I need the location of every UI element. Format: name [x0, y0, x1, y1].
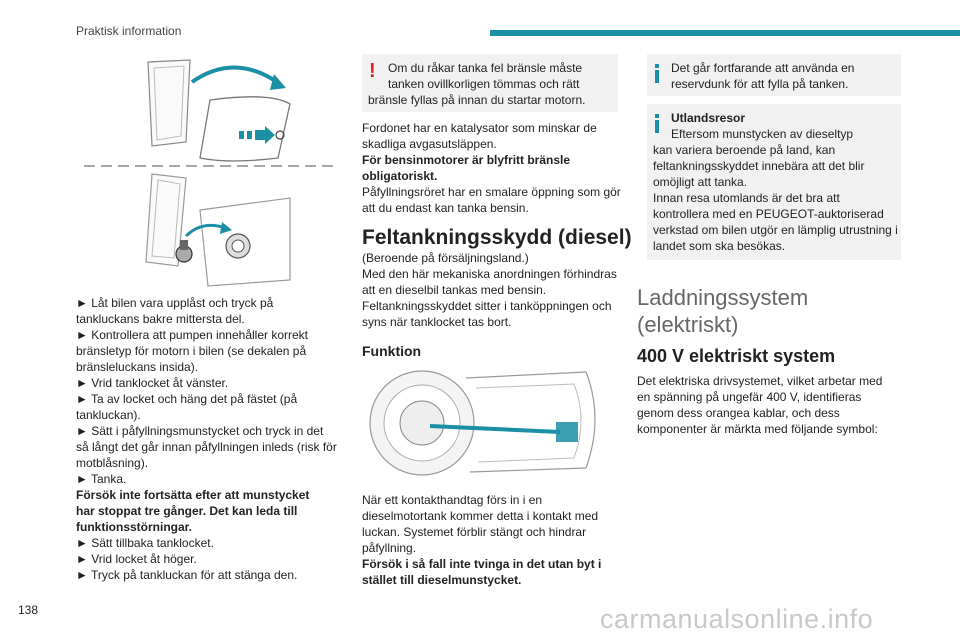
step-line: ► Tanka. — [76, 472, 127, 486]
info-icon — [655, 114, 659, 133]
catalyst-paragraph — [362, 120, 624, 216]
running-header: Praktisk information — [76, 24, 182, 38]
warning-text: Om du råkar tanka fel bränsle måste — [388, 61, 583, 75]
electric-system-paragraph — [637, 373, 901, 437]
text-line: När ett kontakthandtag förs in i en — [362, 493, 543, 507]
info-text: kan variera beroende på land, kan — [653, 143, 836, 157]
step-line: ► Kontrollera att pumpen innehåller korrekt — [76, 328, 308, 342]
section-title-misfuel: Feltankningsskydd (diesel) — [362, 226, 632, 249]
text-line: Det elektriska drivsystemet, vilket arbetar med — [637, 374, 883, 388]
step-line: ► Vrid locket åt höger. — [76, 552, 197, 566]
step-line: så långt det går innan påfyllningen inleds (risk för — [76, 440, 337, 454]
info-text: verkstad om bilen utgör en lämplig utrustning i — [653, 223, 898, 237]
info-text: feltankningsskyddet innebära att det blir — [653, 159, 865, 173]
info-text: reservdunk för att fylla på tanken. — [671, 77, 849, 91]
text-line: att du endast kan tanka bensin. — [362, 201, 529, 215]
info-text: kontrollera med en PEUGEOT-auktoriserad — [653, 207, 884, 221]
text-line: Fordonet har en katalysator som minskar de — [362, 121, 597, 135]
chapter-title — [637, 284, 808, 338]
header-accent-bar — [490, 30, 960, 36]
text-line: syns när tanklocket tas bort. — [362, 315, 512, 329]
info-text: Eftersom munstycken av dieseltyp — [671, 127, 854, 141]
info-text: landet som ska besökas. — [653, 239, 786, 253]
bold-line: Försök i så fall inte tvinga in det utan byt i — [362, 557, 602, 571]
info-box-travel — [647, 104, 901, 260]
text-line: att en dieselbil tankas med bensin. — [362, 283, 547, 297]
text-line: dieselmotortank kommer detta i kontakt med — [362, 509, 599, 523]
refuel-steps — [76, 295, 346, 583]
info-text: Innan resa utomlands är det bra att — [653, 191, 840, 205]
text-line: luckan. Systemet förblir stängt och hindrar — [362, 525, 587, 539]
section-title-400v: 400 V elektriskt system — [637, 346, 836, 366]
text-line: komponenter är märkta med följande symbol: — [637, 422, 878, 436]
warning-text: bränsle fyllas på innan du startar motorn. — [368, 93, 586, 107]
info-box-reserve — [647, 54, 901, 96]
caution-line: har stoppat tre gånger. Det kan leda till — [76, 504, 298, 518]
info-icon — [655, 64, 659, 83]
fuel-flap-opening-illustration — [140, 54, 330, 166]
caution-line: Försök inte fortsätta efter att munstycket — [76, 488, 310, 502]
step-line: tankluckan). — [76, 408, 141, 422]
watermark: carmanualsonline.info — [600, 604, 874, 634]
step-line: ► Vrid tanklocket åt vänster. — [76, 376, 229, 390]
warning-icon: ! — [369, 60, 376, 82]
text-line: en spänning på ungefär 400 V, identifieras — [637, 390, 862, 404]
step-line: motblåsning). — [76, 456, 149, 470]
step-line: ► Låt bilen vara upplåst och tryck på — [76, 296, 274, 310]
text-line: (Beroende på försäljningsland.) — [362, 251, 529, 265]
step-line: bränsletyp för motorn i bilen (se dekalen på — [76, 344, 307, 358]
fuel-cap-removal-illustration — [140, 170, 330, 288]
page-number: 138 — [18, 603, 39, 617]
info-title: Utlandsresor — [671, 111, 746, 125]
info-text: omöjligt att tanka. — [653, 175, 748, 189]
subsection-title-funktion: Funktion — [362, 343, 422, 359]
chapter-title-line: (elektriskt) — [637, 312, 739, 337]
text-line: genom dess orangea kablar, och dess — [637, 406, 840, 420]
text-line: Feltankningsskyddet sitter i tanköppningen och — [362, 299, 612, 313]
text-line: Med den här mekaniska anordningen förhindras — [362, 267, 617, 281]
info-text: Det går fortfarande att använda en — [671, 61, 855, 75]
text-line: skadliga avgasutsläppen. — [362, 137, 497, 151]
misfuel-paragraph — [362, 250, 624, 330]
bold-line: obligatoriskt. — [362, 169, 438, 183]
step-line: ► Tryck på tankluckan för att stänga den. — [76, 568, 298, 582]
funktion-paragraph — [362, 492, 624, 588]
step-line: ► Sätt tillbaka tanklocket. — [76, 536, 214, 550]
chapter-title-line: Laddningssystem — [637, 285, 809, 310]
text-line: Påfyllningsröret har en smalare öppning som gör — [362, 185, 621, 199]
text-line: påfyllning. — [362, 541, 417, 555]
bold-line: För bensinmotorer är blyfritt bränsle — [362, 153, 571, 167]
bold-line: stället till dieselmunstycket. — [362, 573, 522, 587]
step-line: ► Ta av locket och häng det på fästet (på — [76, 392, 298, 406]
step-line: bränsleluckans insida). — [76, 360, 199, 374]
step-line: ► Sätt i påfyllningsmunstycket och tryck in det — [76, 424, 324, 438]
wrong-fuel-warning — [362, 54, 618, 112]
caution-line: funktionsstörningar. — [76, 520, 193, 534]
step-line: tankluckans bakre mittersta del. — [76, 312, 245, 326]
misfuel-device-illustration — [360, 368, 622, 478]
warning-text: tanken ovillkorligen tömmas och rätt — [388, 77, 580, 91]
